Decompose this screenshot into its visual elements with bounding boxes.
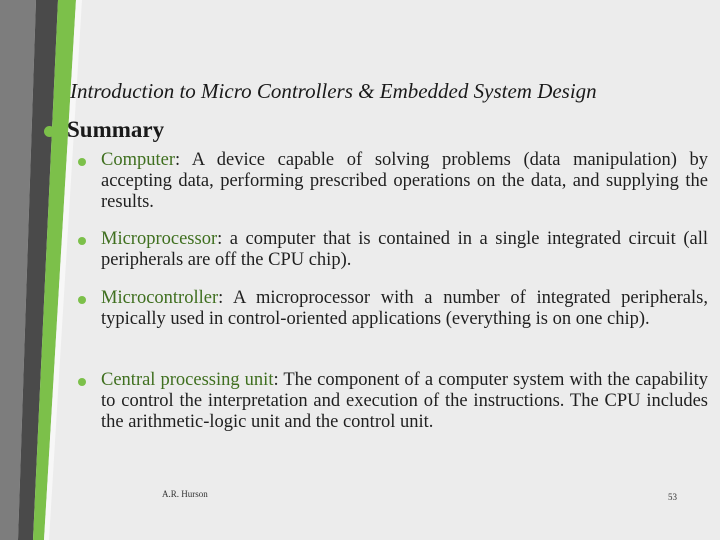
item-body [101,229,708,271]
item-body [101,150,708,213]
item-definition: : a computer that is contained in a single integrated circuit (all peripherals are off the CPU chip). [101,229,708,270]
item-term: Microcontroller [101,288,219,308]
page-number: 53 [668,492,677,502]
slide-header: Introduction to Micro Controllers & Embedded System Design [70,79,597,103]
bullet-icon [78,378,86,386]
item-body [101,370,708,433]
item-term: Computer [101,150,175,170]
bullet-icon [78,296,86,304]
bullet-icon [78,158,86,166]
item-definition: : A device capable of solving problems (data manipulation) by accepting data, performing prescribed operations on the data, and supplying the results. [101,150,708,212]
item-term: Central processing unit [101,370,274,390]
footer-author: A.R. Hurson [162,489,208,499]
item-term: Microprocessor [101,229,218,249]
bullet-icon [78,237,86,245]
bullet-icon [44,126,55,137]
summary-title: Summary [67,117,165,142]
item-definition: : A microprocessor with a number of integrated peripherals, typically used in control-oriented applications (everything is on one chip). [101,288,708,329]
item-definition: : The component of a computer system with the capability to control the interpretation and execution of the instructions. The CPU includes the arithmetic-logic unit and the control unit. [101,370,709,432]
summary-heading [44,117,164,143]
item-body [101,288,708,330]
